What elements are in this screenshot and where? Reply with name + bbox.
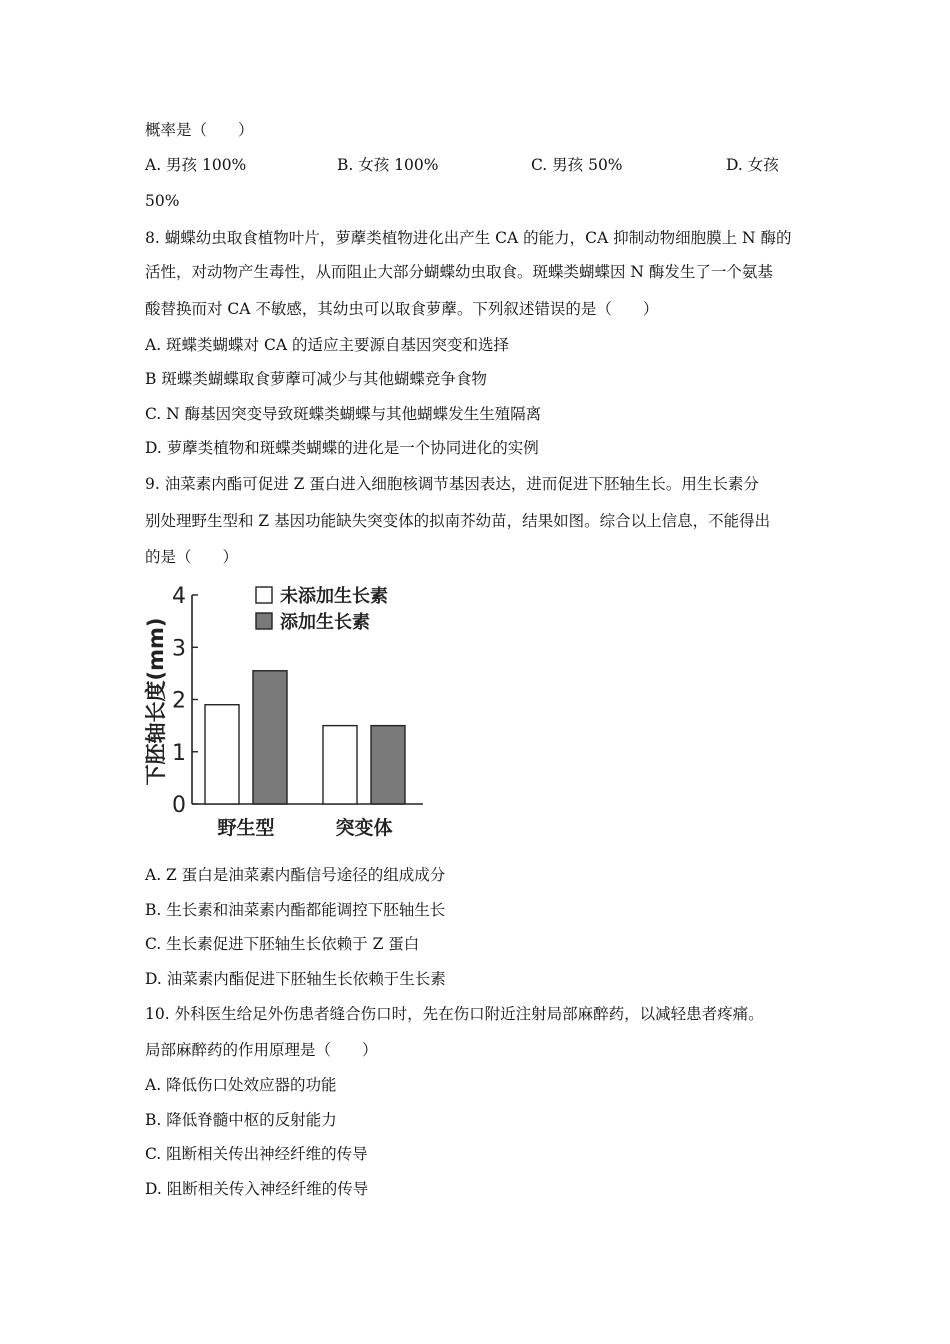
q7-option-c[interactable]: C. 男孩 50% [531,156,623,174]
q7-stem-tail: 概率是（ ） [145,121,254,139]
y-tick-label: 0 [172,793,186,818]
q10-option-a[interactable]: A. 降低伤口处效应器的功能 [145,1076,337,1094]
q7-option-d-tail: 50% [145,192,180,210]
legend-label: 未添加生长素 [280,586,388,607]
bar-auxin-wild-type [253,671,287,804]
bar-auxin-mutant [371,726,405,804]
legend-label: 添加生长素 [280,612,370,633]
x-category-label: 突变体 [335,817,393,839]
legend-swatch [256,587,272,603]
q9-option-b[interactable]: B. 生长素和油菜素内酯都能调控下胚轴生长 [145,901,446,919]
q8-option-d[interactable]: D. 萝藦类植物和斑蝶类蝴蝶的进化是一个协同进化的实例 [145,439,539,457]
legend-swatch [256,613,272,629]
y-tick-label: 2 [172,688,186,714]
bar-no-auxin-wild-type [205,705,239,804]
q10-stem-line-1: 10. 外科医生给足外伤患者缝合伤口时，先在伤口附近注射局部麻醉药，以减轻患者疼痛。 [145,1005,764,1023]
q7-option-b[interactable]: B. 女孩 100% [337,156,439,174]
y-tick-label: 1 [172,740,186,766]
q9-stem-line-2: 别处理野生型和 Z 基因功能缺失突变体的拟南芥幼苗，结果如图。综合以上信息，不能得出 [145,512,771,530]
q9-option-c[interactable]: C. 生长素促进下胚轴生长依赖于 Z 蛋白 [145,935,420,953]
q8-option-c[interactable]: C. N 酶基因突变导致斑蝶类蝴蝶与其他蝴蝶发生生殖隔离 [145,405,542,423]
y-axis-label: 下胚轴长度(mm) [144,617,168,786]
q9-stem-line-1: 9. 油菜素内酯可促进 Z 蛋白进入细胞核调节基因表达，进而促进下胚轴生长。用生长素分 [145,475,759,493]
q10-option-c[interactable]: C. 阻断相关传出神经纤维的传导 [145,1145,368,1163]
q7-option-a[interactable]: A. 男孩 100% [145,156,247,174]
q8-stem-line-3: 酸替换而对 CA 不敏感，其幼虫可以取食萝藦。下列叙述错误的是（ ） [145,300,659,318]
q8-stem-line-2: 活性，对动物产生毒性，从而阻止大部分蝴蝶幼虫取食。斑蝶类蝴蝶因 N 酶发生了一个氨基 [145,263,773,281]
q10-option-b[interactable]: B. 降低脊髓中枢的反射能力 [145,1111,337,1129]
q9-stem-line-3: 的是（ ） [145,548,239,566]
hypocotyl-length-chart [140,575,440,850]
q8-option-b[interactable]: B 斑蝶类蝴蝶取食萝藦可减少与其他蝴蝶竞争食物 [145,370,487,388]
q10-stem-line-2: 局部麻醉药的作用原理是（ ） [145,1041,378,1059]
y-tick-label: 3 [172,636,186,662]
q8-stem-line-1: 8. 蝴蝶幼虫取食植物叶片，萝藦类植物进化出产生 CA 的能力，CA 抑制动物细胞膜上 N 酶的 [145,229,792,247]
q7-option-d[interactable]: D. 女孩 [726,156,779,174]
q9-option-a[interactable]: A. Z 蛋白是油菜素内酯信号途径的组成成分 [145,866,446,884]
q10-option-d[interactable]: D. 阻断相关传入神经纤维的传导 [145,1180,369,1198]
q9-option-d[interactable]: D. 油菜素内酯促进下胚轴生长依赖于生长素 [145,970,446,988]
bar-no-auxin-mutant [323,726,357,804]
x-category-label: 野生型 [217,817,275,839]
q8-option-a[interactable]: A. 斑蝶类蝴蝶对 CA 的适应主要源自基因突变和选择 [145,336,509,354]
y-tick-label: 4 [172,584,186,609]
